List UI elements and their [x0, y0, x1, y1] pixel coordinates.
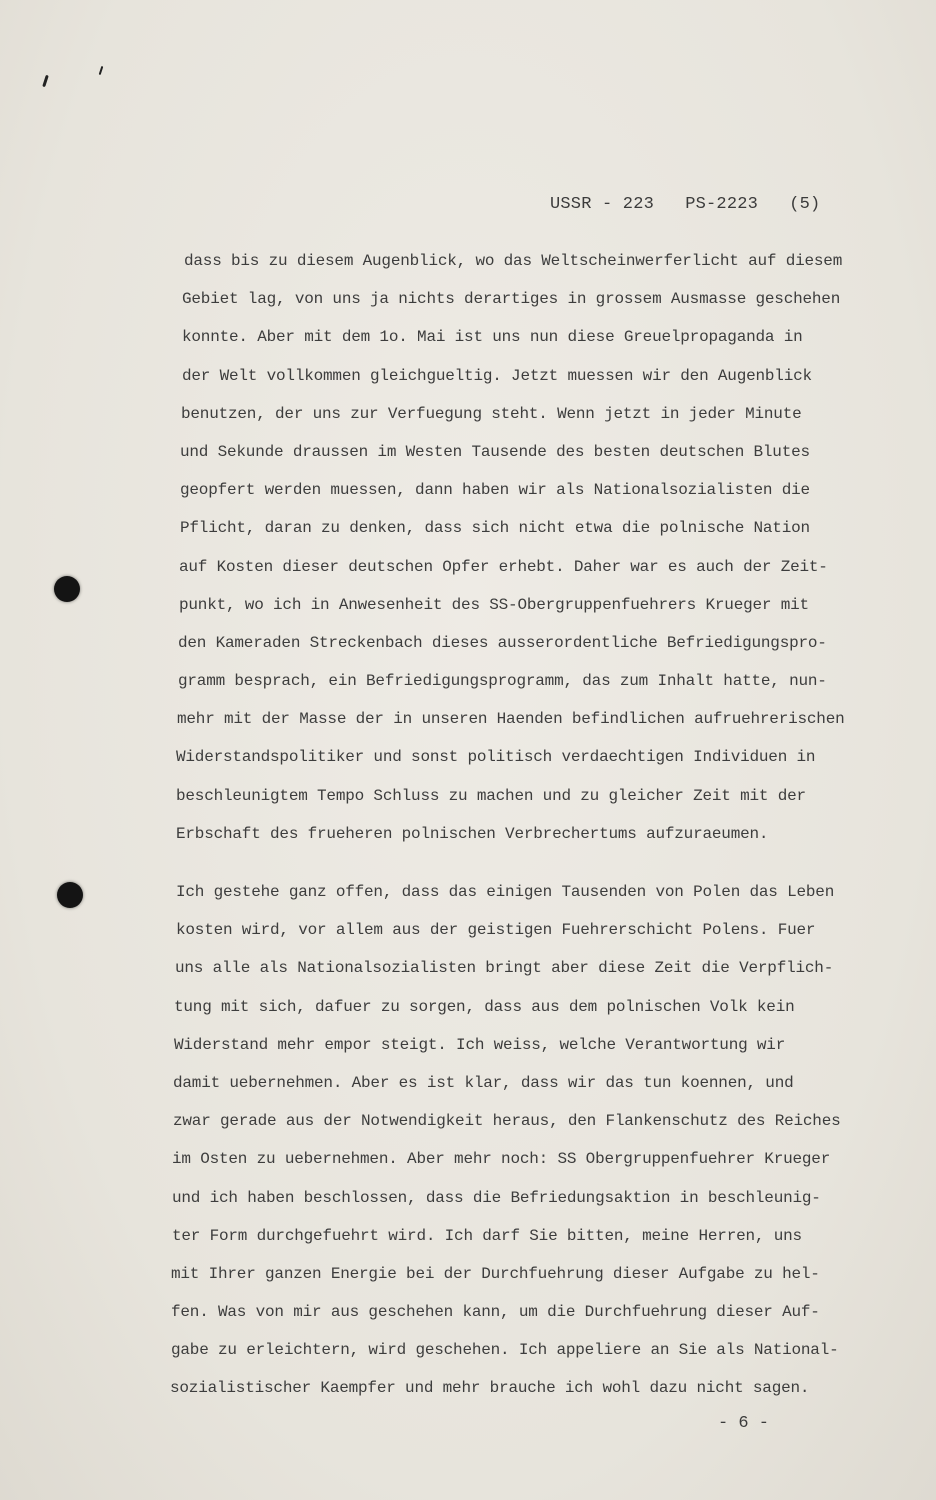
document-reference-header: USSR - 223 PS-2223 (5)	[550, 195, 821, 214]
text-line: im Osten zu uebernehmen. Aber mehr noch: SS Obergruppenfuehrer Krueger	[172, 1150, 831, 1169]
text-line: damit uebernehmen. Aber es ist klar, dass wir das tun koennen, und	[173, 1073, 794, 1092]
text-line: Gebiet lag, von uns ja nichts derartiges in grossem Ausmasse geschehen	[182, 290, 841, 309]
text-line: punkt, wo ich in Anwesenheit des SS-Obergruppenfuehrers Krueger mit	[179, 595, 809, 614]
text-line: ter Form durchgefuehrt wird. Ich darf Sie bitten, meine Herren, uns	[172, 1226, 802, 1245]
text-line: Widerstand mehr empor steigt. Ich weiss, welche Verantwortung wir	[174, 1035, 786, 1054]
text-line: Widerstandspolitiker und sonst politisch verdaechtigen Individuen in	[176, 748, 816, 767]
text-line: konnte. Aber mit dem 1o. Mai ist uns nun diese Greuelpropaganda in	[182, 328, 803, 347]
text-line: Ich gestehe ganz offen, dass das einigen Tausenden von Polen das Leben	[176, 883, 835, 901]
text-line: auf Kosten dieser deutschen Opfer erhebt. Daher war es auch der Zeit-	[179, 557, 828, 576]
text-line: gabe zu erleichtern, wird geschehen. Ich appeliere an Sie als National-	[171, 1341, 839, 1360]
text-line: zwar gerade aus der Notwendigkeit heraus, den Flankenschutz des Reiches	[173, 1112, 841, 1131]
text-line: dass bis zu diesem Augenblick, wo das Weltscheinwerferlicht auf diesem	[184, 252, 843, 270]
pen-mark	[42, 75, 49, 87]
text-line: uns alle als Nationalsozialisten bringt aber diese Zeit die Verpflich-	[175, 959, 834, 978]
punch-hole	[57, 882, 83, 908]
text-line: den Kameraden Streckenbach dieses ausserordentliche Befriedigungspro-	[178, 633, 827, 652]
text-line: kosten wird, vor allem aus der geistigen Fuehrerschicht Polens. Fuer	[176, 921, 816, 940]
text-line: benutzen, der uns zur Verfuegung steht. Wenn jetzt in jeder Minute	[181, 404, 802, 423]
text-line: beschleunigtem Tempo Schluss zu machen und zu gleicher Zeit mit der	[176, 786, 806, 805]
pen-mark	[99, 66, 104, 75]
page-number: - 6 -	[718, 1414, 770, 1433]
text-line: mit Ihrer ganzen Energie bei der Durchfuehrung dieser Aufgabe zu hel-	[171, 1264, 820, 1283]
text-line: Pflicht, daran zu denken, dass sich nicht etwa die polnische Nation	[180, 519, 810, 538]
text-line: Erbschaft des frueheren polnischen Verbrechertums aufzuraeumen.	[176, 824, 769, 843]
text-line: sozialistischer Kaempfer und mehr brauche ich wohl dazu nicht sagen.	[170, 1379, 810, 1398]
punch-hole	[54, 576, 80, 602]
text-line: gramm besprach, ein Befriedigungsprogramm, das zum Inhalt hatte, nun-	[178, 672, 827, 691]
text-line: mehr mit der Masse der in unseren Haenden befindlichen aufruehrerischen	[177, 710, 845, 729]
text-line: tung mit sich, dafuer zu sorgen, dass aus dem polnischen Volk kein	[174, 997, 795, 1016]
text-line: und ich haben beschlossen, dass die Befriedungsaktion in beschleunig-	[172, 1188, 821, 1207]
text-line: und Sekunde draussen im Westen Tausende des besten deutschen Blutes	[180, 442, 810, 461]
paragraph-1	[176, 242, 866, 853]
text-line: geopfert werden muessen, dann haben wir als Nationalsozialisten die	[180, 481, 810, 500]
text-line: fen. Was von mir aus geschehen kann, um die Durchfuehrung dieser Auf-	[171, 1303, 820, 1322]
paragraph-2	[170, 873, 866, 1408]
text-line: der Welt vollkommen gleichgueltig. Jetzt muessen wir den Augenblick	[182, 366, 812, 385]
